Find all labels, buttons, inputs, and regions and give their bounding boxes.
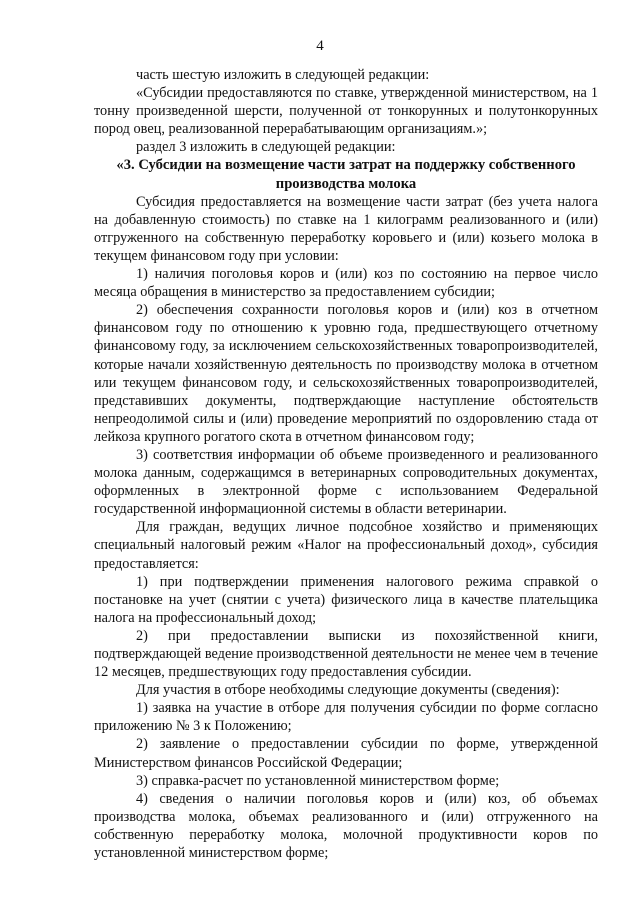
document-body — [94, 66, 598, 862]
paragraph: часть шестую изложить в следующей редакции: — [136, 67, 430, 83]
list-item: 2) заявление о предоставлении субсидии по форме, утвержденной Министерством финансов Российской Федерации; — [94, 736, 598, 771]
list-item: 3) справка-расчет по установленной министерством форме; — [136, 772, 500, 789]
paragraph: раздел 3 изложить в следующей редакции: — [136, 139, 396, 156]
list-item: 3) соответствия информации об объеме произведенного и реализованного молока данным, содержащимся в ветеринарных сопроводительных документах, оформленных в электронной форме с использованием Федеральной государственной информационной системы в области ветеринарии. — [94, 446, 598, 518]
list-item: 1) заявка на участие в отборе для получения субсидии по форме согласно приложению № 3 к Положению; — [94, 700, 598, 735]
paragraph: «Субсидии предоставляются по ставке, утвержденной министерством, на 1 тонну произведенной шерсти, полученной от тонкорунных и полутонкорунных пород овец, реализованной перерабатывающим организациям.»; — [94, 85, 598, 138]
paragraph: Субсидия предоставляется на возмещение части затрат (без учета налога на добавленную стоимость) по ставке на 1 килограмм реализованного и (или) отгруженного на собственную переработку коровьего и (или) козьего молока в текущем финансовом году при условии: — [94, 193, 598, 264]
list-item: 2) обеспечения сохранности поголовья коров и (или) коз в отчетном финансовом году по отношению к уровню года, предшествующего отчетному финансовому году, за исключением сельскохозяйственных товаропроизводителей, которые начали хозяйственную деятельность по производству молока в отчетном или текущем финансовом году, и сельскохозяйственных товаропроизводителей, представивших документы, подтверждающие наступление обстоятельств непреодолимой силы и (или) проведение мероприятий по оздоровлению стада от лейкоза крупного рогатого скота в отчетном финансовом году; — [94, 302, 598, 445]
paragraph: Для граждан, ведущих личное подсобное хозяйство и применяющих специальный налоговый режим «Налог на профессиональный доход», субсидия предоставляется: — [94, 519, 598, 572]
page-number: 4 — [316, 38, 324, 54]
list-item: 2) при предоставлении выписки из похозяйственной книги, подтверждающей ведение производственной деятельности не менее чем в течение 12 месяцев, предшествующих году предоставления субсидии. — [94, 627, 598, 681]
list-item: 4) сведения о наличии поголовья коров и (или) коз, об объемах производства молока, объемах реализованного и (или) отгруженного на собственную переработку молока, молочной продуктивности коров по установленной министерством форме; — [94, 790, 598, 862]
list-item: 1) наличия поголовья коров и (или) коз по состоянию на первое число месяца обращения в министерство за предоставлением субсидии; — [94, 266, 598, 301]
section-heading: «3. Субсидии на возмещение части затрат на поддержку собственного производства молока — [116, 157, 576, 192]
paragraph: Для участия в отборе необходимы следующие документы (сведения): — [136, 682, 560, 699]
list-item: 1) при подтверждении применения налогового режима справкой о постановке на учет (снятии с учета) физического лица в качестве плательщика налога на профессиональный доход; — [94, 573, 598, 626]
